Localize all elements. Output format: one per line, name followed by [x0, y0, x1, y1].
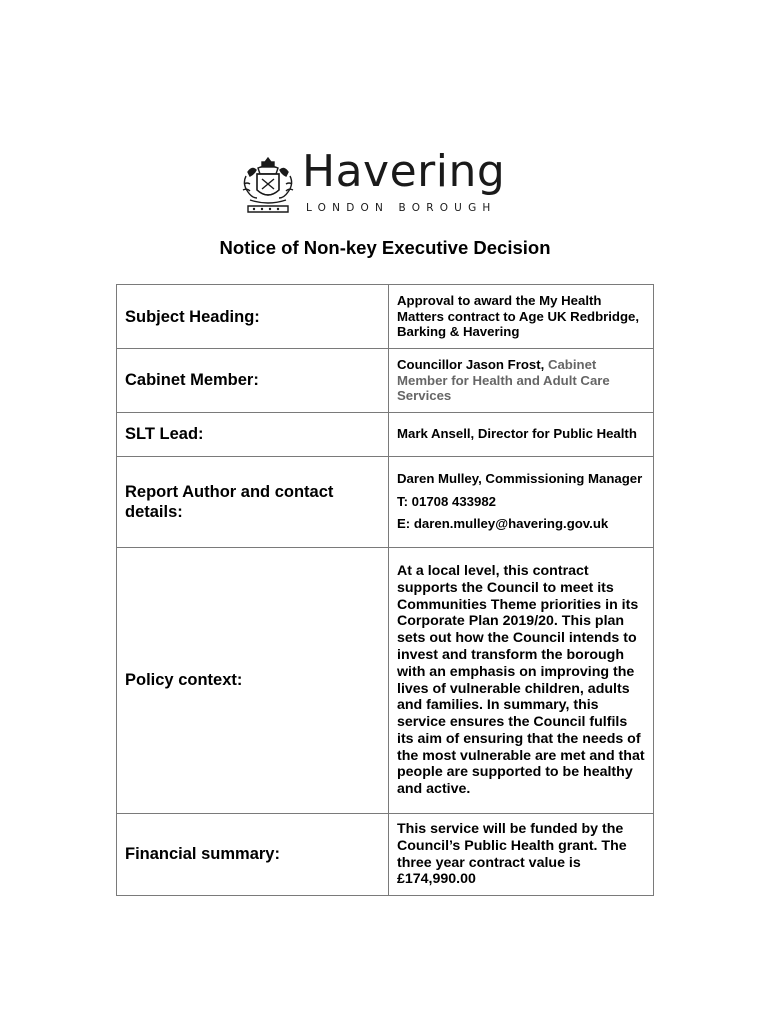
cabinet-member-role: Cabinet Member for Health and Adult Care Services: [397, 357, 610, 403]
havering-logo: [240, 146, 530, 220]
cabinet-member-name: Councillor Jason Frost,: [397, 357, 548, 372]
financial-summary-value: This service will be funded by the Council’s Public Health grant. The three year contract value is £174,990.00: [389, 813, 654, 895]
cabinet-member-label: Cabinet Member:: [117, 349, 389, 413]
author-phone: T: 01708 433982: [397, 493, 496, 509]
table-row: [117, 412, 654, 456]
slt-lead-label: SLT Lead:: [117, 412, 389, 456]
report-author-value: [389, 456, 654, 547]
document-title: Notice of Non-key Executive Decision: [219, 237, 551, 258]
slt-lead-value: Mark Ansell, Director for Public Health: [389, 412, 654, 456]
cabinet-member-value: [389, 349, 654, 413]
table-row: [117, 349, 654, 413]
author-name: Daren Mulley, Commissioning Manager: [397, 471, 643, 487]
financial-summary-label: Financial summary:: [117, 813, 389, 895]
logo-wordmark: Havering: [302, 146, 506, 197]
logo-subtitle: LONDON BOROUGH: [306, 202, 497, 214]
policy-context-value: At a local level, this contract supports the Council to meet its Communities Theme priorities in its Corporate Plan 2019/20. This plan sets out how the Council intends to invest and transform the borough with an emphasis on improving the lives of vulnerable children, adults and families. In summary, this service ensures the Council fulfils its aim of ensuring that the needs of the most vulnerable are met and that people are supported to be healthy and active.: [389, 547, 654, 813]
table-row: [117, 285, 654, 349]
subject-heading-label: Subject Heading:: [117, 285, 389, 349]
subject-heading-value: Approval to award the My Health Matters contract to Age UK Redbridge, Barking & Havering: [389, 285, 654, 349]
decision-details-table: [116, 284, 654, 896]
table-row: [117, 547, 654, 813]
policy-context-label: Policy context:: [117, 547, 389, 813]
table-row: [117, 813, 654, 895]
author-email: E: daren.mulley@havering.gov.uk: [397, 516, 609, 532]
coat-of-arms-icon: [240, 154, 296, 218]
report-author-label: Report Author and contact details:: [117, 456, 389, 547]
table-row: [117, 456, 654, 547]
